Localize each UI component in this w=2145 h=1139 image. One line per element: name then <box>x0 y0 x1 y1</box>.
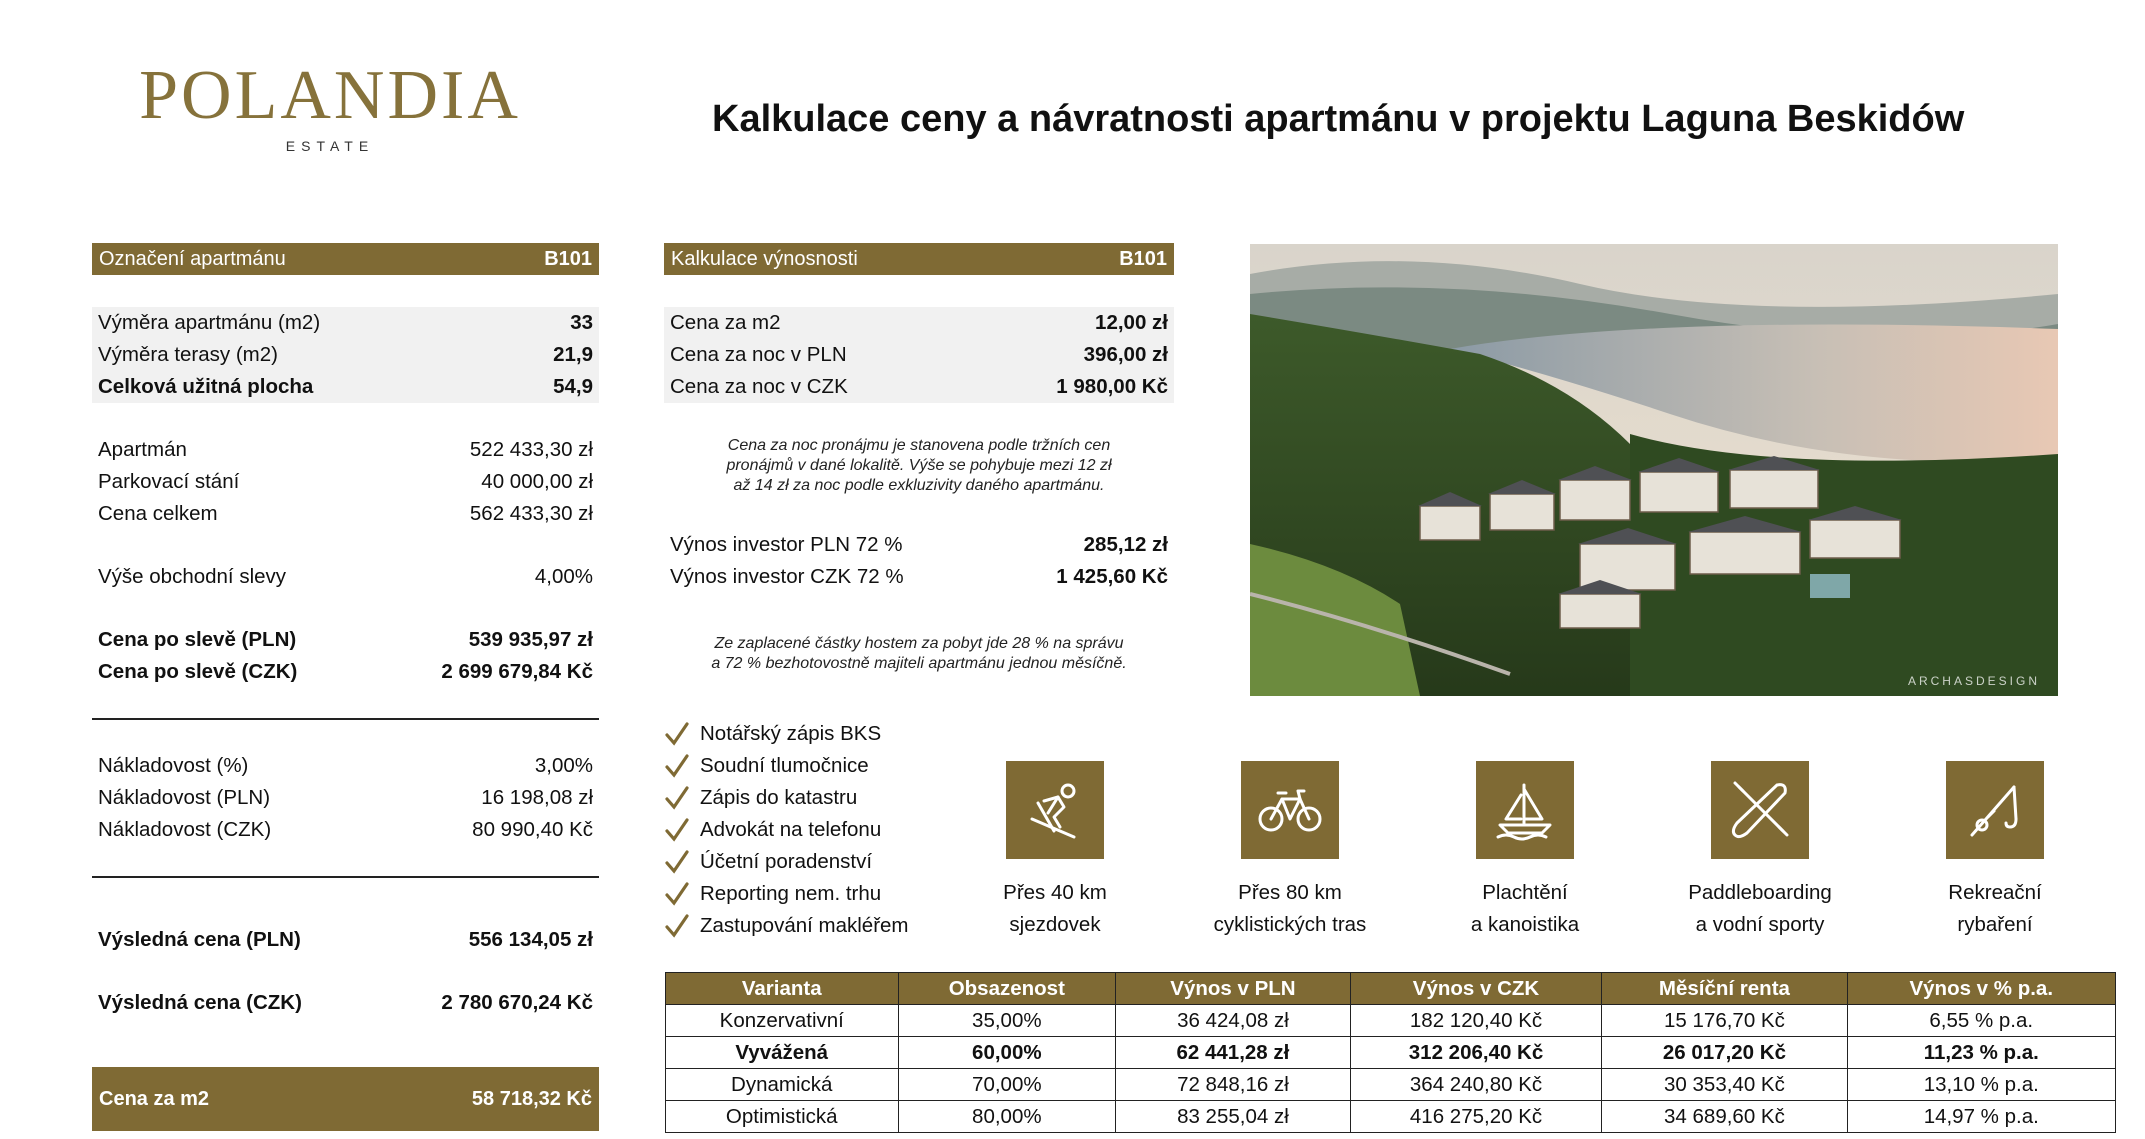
divider <box>92 718 599 720</box>
table-cell: 60,00% <box>898 1037 1116 1069</box>
row-value: 556 134,05 zł <box>468 928 593 951</box>
split-note <box>664 634 1174 674</box>
row-label: Apartmán <box>98 438 187 461</box>
row-label: Výměra apartmánu (m2) <box>98 311 321 334</box>
checklist-label: Zastupování makléřem <box>700 914 909 937</box>
after-discount-row <box>92 656 599 688</box>
checklist-item <box>664 750 869 782</box>
feature-caption <box>1190 877 1390 941</box>
investor-row <box>664 561 1174 593</box>
row-label: Výše obchodní slevy <box>98 565 287 588</box>
feature-caption-line: rybaření <box>1957 913 2033 936</box>
logo <box>120 56 540 154</box>
table-cell: 182 120,40 Kč <box>1350 1005 1602 1037</box>
feature-cycling <box>1190 761 1390 941</box>
feature-skiing <box>955 761 1155 941</box>
checkmark-icon <box>664 816 690 844</box>
discount-row <box>92 561 599 593</box>
feature-caption <box>1660 877 1860 941</box>
table-cell: 26 017,20 Kč <box>1602 1037 1847 1069</box>
apartment-header-value: B101 <box>544 247 592 270</box>
table-header-row <box>666 973 2116 1005</box>
cost-row <box>92 750 599 782</box>
feature-caption-line: Paddleboarding <box>1688 881 1832 904</box>
column-header: Měsíční renta <box>1602 973 1847 1005</box>
yield-row <box>664 371 1174 403</box>
checkmark-icon <box>664 752 690 780</box>
price-row <box>92 466 599 498</box>
checklist-label: Advokát na telefonu <box>700 818 882 841</box>
row-label: Parkovací stání <box>98 470 240 493</box>
row-label: Cena za noc v PLN <box>670 343 847 366</box>
row-value: 12,00 zł <box>1095 311 1168 334</box>
fishing-icon <box>1946 761 2044 859</box>
table-row <box>666 1101 2116 1133</box>
table-cell: 83 255,04 zł <box>1116 1101 1351 1133</box>
checklist-label: Notářský zápis BKS <box>700 722 882 745</box>
table-cell: Optimistická <box>666 1101 899 1133</box>
cost-row <box>92 782 599 814</box>
table-cell: 364 240,80 Kč <box>1350 1069 1602 1101</box>
row-label: Cena za m2 <box>99 1087 210 1110</box>
checkmark-icon <box>664 880 690 908</box>
feature-caption <box>1895 877 2095 941</box>
feature-caption-line: cyklistických tras <box>1213 913 1367 936</box>
table-cell: 14,97 % p.a. <box>1847 1101 2115 1133</box>
row-value: 21,9 <box>553 343 593 366</box>
note-line: a 72 % bezhotovostně majiteli apartmánu jednou měsíčně. <box>711 655 1127 672</box>
table-cell: 72 848,16 zł <box>1116 1069 1351 1101</box>
checkmark-icon <box>664 912 690 940</box>
table-cell: 11,23 % p.a. <box>1847 1037 2115 1069</box>
row-value: 54,9 <box>553 375 593 398</box>
row-label: Cena po slevě (PLN) <box>98 628 297 651</box>
row-label: Výsledná cena (PLN) <box>98 928 301 951</box>
table-cell: 416 275,20 Kč <box>1350 1101 1602 1133</box>
row-value: 285,12 zł <box>1083 533 1168 556</box>
table-cell: 70,00% <box>898 1069 1116 1101</box>
variants-table <box>665 972 2116 1133</box>
checklist-label: Reporting nem. trhu <box>700 882 882 905</box>
price-per-m2-bar <box>92 1067 599 1131</box>
row-value: 562 433,30 zł <box>469 502 593 525</box>
feature-sailing <box>1425 761 1625 941</box>
row-label: Výsledná cena (CZK) <box>98 991 302 1014</box>
row-label: Cena po slevě (CZK) <box>98 660 298 683</box>
row-label: Nákladovost (%) <box>98 754 249 777</box>
note-line: Ze zaplacené částky hostem za pobyt jde 28 % na správu <box>714 635 1124 652</box>
logo-subtitle: ESTATE <box>285 138 375 154</box>
column-header: Varianta <box>666 973 899 1005</box>
yield-header <box>664 243 1174 275</box>
checkmark-icon <box>664 720 690 748</box>
row-label: Nákladovost (PLN) <box>98 786 271 809</box>
feature-caption-line: Rekreační <box>1948 881 2042 904</box>
area-row-total <box>92 371 599 403</box>
row-value: 58 718,32 Kč <box>471 1087 592 1110</box>
checklist-label: Účetní poradenství <box>700 850 873 873</box>
feature-caption-line: Přes 80 km <box>1238 881 1342 904</box>
table-cell: 34 689,60 Kč <box>1602 1101 1847 1133</box>
column-header: Výnos v PLN <box>1116 973 1351 1005</box>
yield-header-label: Kalkulace výnosnosti <box>671 247 858 270</box>
checklist-item <box>664 814 881 846</box>
divider <box>92 876 599 878</box>
table-cell: Dynamická <box>666 1069 899 1101</box>
feature-caption <box>955 877 1155 941</box>
table-row <box>666 1069 2116 1101</box>
price-note <box>664 436 1174 496</box>
row-label: Celková užitná plocha <box>98 375 314 398</box>
feature-caption-line: sjezdovek <box>1009 913 1101 936</box>
row-value: 539 935,97 zł <box>468 628 593 651</box>
feature-caption <box>1425 877 1625 941</box>
row-label: Cena za m2 <box>670 311 781 334</box>
checklist-item <box>664 846 872 878</box>
sailboat-icon <box>1476 761 1574 859</box>
table-cell: 80,00% <box>898 1101 1116 1133</box>
row-value: 4,00% <box>534 565 593 588</box>
price-row <box>92 498 599 530</box>
area-row <box>92 339 599 371</box>
table-cell: 13,10 % p.a. <box>1847 1069 2115 1101</box>
checklist-item <box>664 782 857 814</box>
final-price-pln <box>92 924 599 956</box>
column-header: Výnos v % p.a. <box>1847 973 2115 1005</box>
page-title: Kalkulace ceny a návratnosti apartmánu v projektu Laguna Beskidów <box>712 98 1965 140</box>
resort-aerial-photo <box>1250 244 2058 696</box>
row-value: 2 780 670,24 Kč <box>441 991 593 1014</box>
checklist-item <box>664 910 909 942</box>
yield-header-value: B101 <box>1119 247 1167 270</box>
column-header: Obsazenost <box>898 973 1116 1005</box>
row-value: 396,00 zł <box>1083 343 1168 366</box>
row-value: 1 425,60 Kč <box>1056 565 1168 588</box>
row-value: 2 699 679,84 Kč <box>441 660 593 683</box>
row-value: 3,00% <box>534 754 593 777</box>
checklist-label: Soudní tlumočnice <box>700 754 869 777</box>
investor-row <box>664 529 1174 561</box>
feature-fishing <box>1895 761 2095 941</box>
table-cell: 35,00% <box>898 1005 1116 1037</box>
row-label: Výnos investor PLN 72 % <box>670 533 903 556</box>
row-label: Nákladovost (CZK) <box>98 818 272 841</box>
column-header: Výnos v CZK <box>1350 973 1602 1005</box>
checklist-label: Zápis do katastru <box>700 786 858 809</box>
row-label: Cena celkem <box>98 502 218 525</box>
final-price-czk <box>92 987 599 1019</box>
table-cell: 62 441,28 zł <box>1116 1037 1351 1069</box>
after-discount-row <box>92 624 599 656</box>
row-value: 16 198,08 zł <box>481 786 593 809</box>
row-label: Výměra terasy (m2) <box>98 343 278 366</box>
table-cell: 30 353,40 Kč <box>1602 1069 1847 1101</box>
row-value: 40 000,00 zł <box>481 470 593 493</box>
apartment-header <box>92 243 599 275</box>
area-row <box>92 307 599 339</box>
cost-row <box>92 814 599 846</box>
photo-watermark: ARCHASDESIGN <box>1907 674 2040 688</box>
row-value: 33 <box>570 311 593 334</box>
table-cell: 36 424,08 zł <box>1116 1005 1351 1037</box>
table-cell: 312 206,40 Kč <box>1350 1037 1602 1069</box>
yield-row <box>664 339 1174 371</box>
row-label: Výnos investor CZK 72 % <box>670 565 904 588</box>
paddleboard-icon <box>1711 761 1809 859</box>
checkmark-icon <box>664 848 690 876</box>
logo-wordmark: POLANDIA <box>139 57 521 134</box>
row-value: 80 990,40 Kč <box>472 818 593 841</box>
yield-row <box>664 307 1174 339</box>
checkmark-icon <box>664 784 690 812</box>
feature-caption-line: Plachtění <box>1482 881 1568 904</box>
table-cell: Vyvážená <box>666 1037 899 1069</box>
feature-paddleboarding <box>1660 761 1860 941</box>
table-row <box>666 1005 2116 1037</box>
checklist-item <box>664 878 881 910</box>
feature-caption-line: Přes 40 km <box>1003 881 1107 904</box>
row-value: 1 980,00 Kč <box>1056 375 1168 398</box>
bicycle-icon <box>1241 761 1339 859</box>
row-value: 522 433,30 zł <box>469 438 593 461</box>
note-line: až 14 zł za noc podle exkluzivity daného apartmánu. <box>733 477 1105 494</box>
table-cell: 15 176,70 Kč <box>1602 1005 1847 1037</box>
checklist-item <box>664 718 881 750</box>
feature-caption-line: a kanoistika <box>1470 913 1580 936</box>
row-label: Cena za noc v CZK <box>670 375 848 398</box>
price-row <box>92 434 599 466</box>
note-line: pronájmů v dané lokalitě. Výše se pohybuje mezi 12 zł <box>726 457 1112 474</box>
table-cell: Konzervativní <box>666 1005 899 1037</box>
table-cell: 6,55 % p.a. <box>1847 1005 2115 1037</box>
note-line: Cena za noc pronájmu je stanovena podle tržních cen <box>727 437 1111 454</box>
feature-caption-line: a vodní sporty <box>1695 913 1825 936</box>
table-row <box>666 1037 2116 1069</box>
skiing-icon <box>1006 761 1104 859</box>
apartment-header-label: Označení apartmánu <box>99 247 286 270</box>
